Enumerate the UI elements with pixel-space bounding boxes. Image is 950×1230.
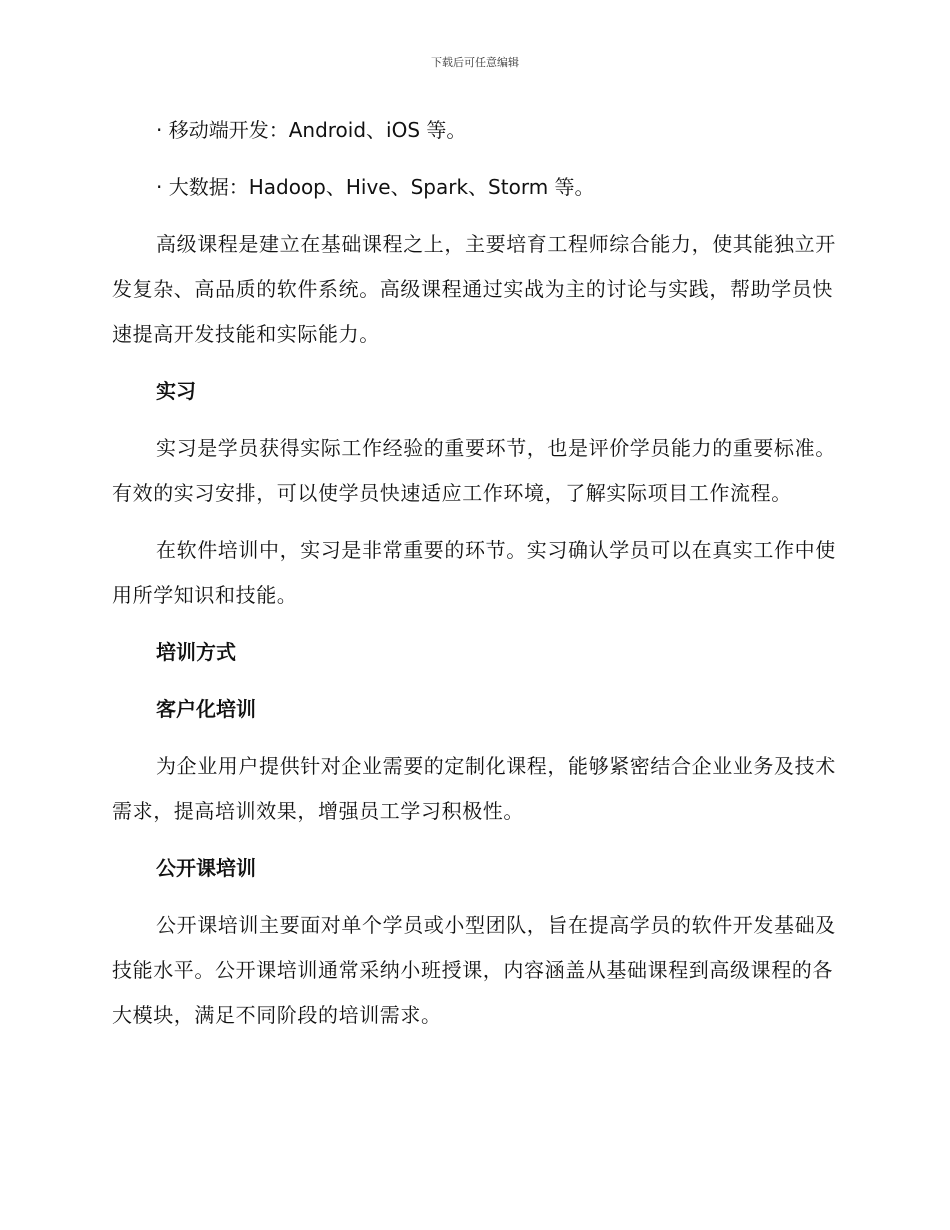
bullet-mobile-dev: · 移动端开发：Android、iOS 等。 [156, 118, 467, 142]
heading-internship: 实习 [156, 379, 196, 403]
heading-custom-training: 客户化培训 [156, 697, 256, 721]
paragraph-custom-training: 为企业用户提供针对企业需要的定制化课程，能够紧密结合企业业务及技术需求，提高培训效果，增强员工学习积极性。 [112, 754, 836, 823]
heading-public-training: 公开课培训 [156, 856, 256, 880]
paragraph-internship-1: 实习是学员获得实际工作经验的重要环节，也是评价学员能力的重要标准。有效的实习安排，可以使学员快速适应工作环境，了解实际项目工作流程。 [112, 436, 836, 505]
bullet-big-data: · 大数据：Hadoop、Hive、Spark、Storm 等。 [156, 175, 595, 199]
paragraph-internship-2: 在软件培训中，实习是非常重要的环节。实习确认学员可以在真实工作中使用所学知识和技能。 [112, 538, 836, 607]
paragraph-public-training: 公开课培训主要面对单个学员或小型团队，旨在提高学员的软件开发基础及技能水平。公开课培训通常采纳小班授课，内容涵盖从基础课程到高级课程的各大模块，满足不同阶段的培训需求。 [112, 913, 836, 1027]
paragraph-advanced-courses: 高级课程是建立在基础课程之上，主要培育工程师综合能力，使其能独立开发复杂、高品质的软件系统。高级课程通过实战为主的讨论与实践，帮助学员快速提高开发技能和实际能力。 [112, 232, 836, 346]
heading-training-mode: 培训方式 [156, 640, 236, 664]
page-header: 下载后可任意编辑 [431, 56, 519, 69]
document-body [112, 108, 836, 1050]
